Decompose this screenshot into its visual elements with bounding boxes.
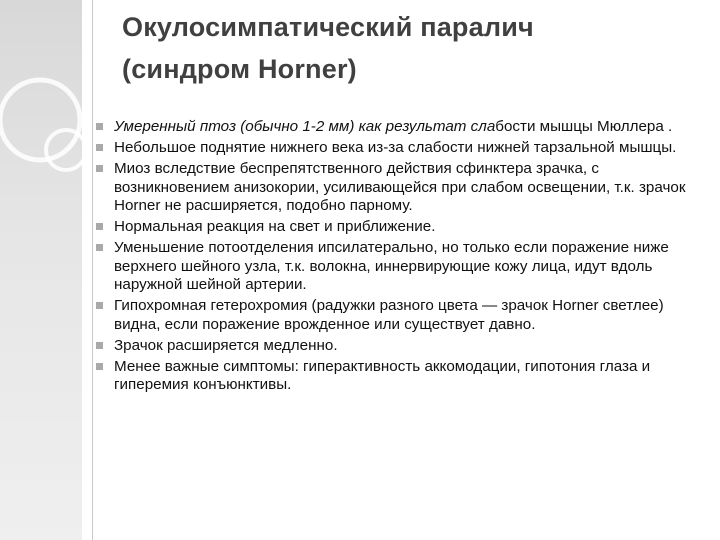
bullet-square-icon	[96, 165, 103, 172]
list-item-text: Уменьшение потоотделения ипсилатерально, но только если поражение ниже верхнего шейного узла, т.к. волокна, иннервирующие кожу лица, идут вдоль наружной шейной артерии.	[114, 239, 669, 293]
list-item-text: Небольшое поднятие нижнего века из-за слабости нижней тарзальной мышцы.	[114, 139, 677, 156]
list-item-text: Гипохромная гетерохромия (радужки разного цвета — зрачок Horner светлее) видна, если поражение врожденное или существует давно.	[114, 297, 664, 333]
list-item	[96, 160, 708, 216]
title-line-2: (синдром Horner)	[122, 54, 357, 84]
list-item	[96, 218, 708, 237]
list-item-text: Зрачок расширяется медленно.	[114, 336, 338, 354]
list-item	[96, 139, 708, 158]
bullet-square-icon	[96, 342, 103, 349]
list-item	[96, 358, 708, 395]
list-item-text-italic: Умеренный птоз (обычно 1-2 мм) как результат сла	[114, 118, 496, 135]
list-item-text: бости мышцы Мюллера .	[495, 118, 673, 135]
symptom-list	[96, 118, 708, 397]
page-title	[122, 6, 682, 90]
title-line-1: Окулосимпатический паралич	[122, 12, 534, 42]
bullet-square-icon	[96, 144, 103, 151]
list-item	[96, 118, 708, 137]
list-item-text: Менее важные симптомы: гиперактивность аккомодации, гипотония глаза и гиперемия конъюнктивы.	[114, 357, 651, 393]
bullet-square-icon	[96, 123, 103, 130]
list-item	[96, 337, 708, 356]
bullet-square-icon	[96, 302, 103, 309]
list-item-text: Нормальная реакция на свет и приближение.	[114, 218, 436, 235]
bullet-square-icon	[96, 223, 103, 230]
deco-circle-large	[0, 80, 80, 160]
list-item	[96, 297, 708, 334]
list-item-text: Миоз вследствие беспрепятственного действия сфинктера зрачка, с возникновением анизокории, усиливающейся при слабом освещении, т.к. зрачок Horner не расширяется, подобно парному.	[114, 160, 686, 214]
list-item	[96, 239, 708, 295]
bullet-square-icon	[96, 363, 103, 370]
bullet-square-icon	[96, 244, 103, 251]
